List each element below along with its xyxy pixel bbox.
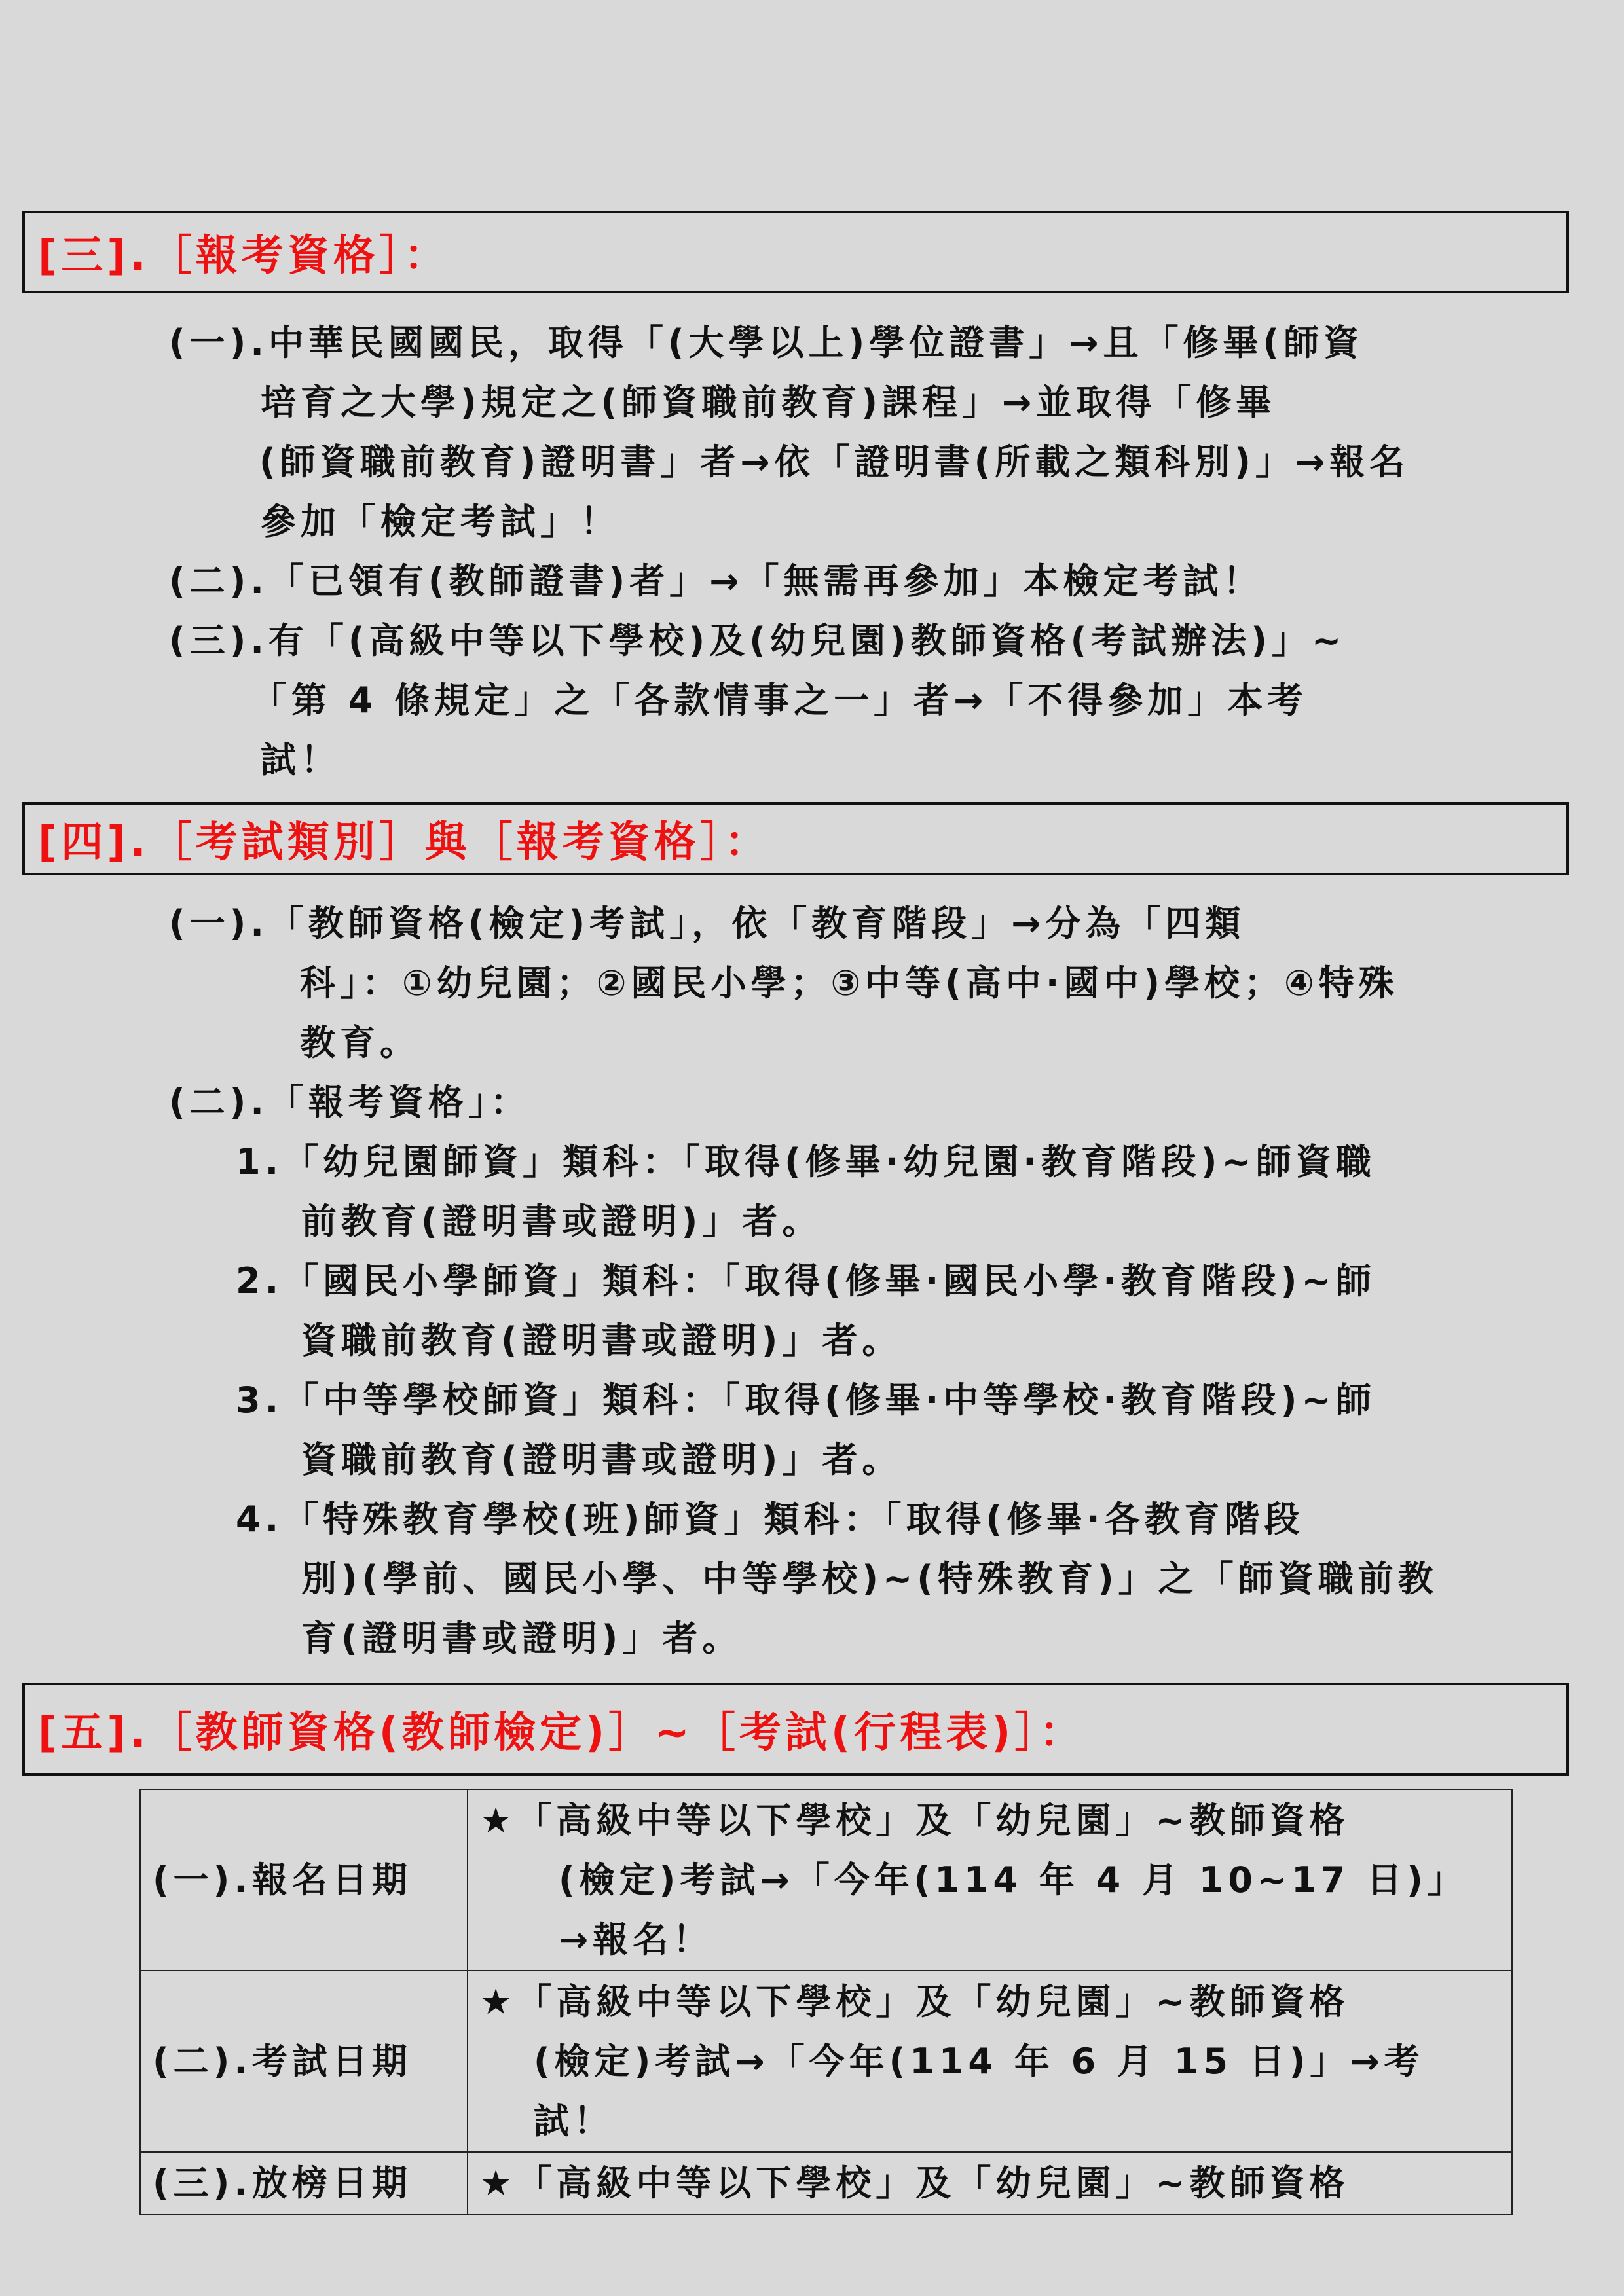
s4-subitem-4-line-2: 別)(學前、國民小學、中等學校)~(特殊教育)」之「師資職前教 [301,1558,1438,1599]
s4-item-2-title [169,1072,530,1132]
s3-item-3 [169,611,1346,790]
row-2-line-3: 試！ [534,2100,614,2141]
s3-item-1-line-1: (一).中華民國國民，取得「(大學以上)學位證書」→且「修畢(師資 [169,322,1364,363]
schedule-table [139,1789,1513,2215]
s4-subitem-2 [236,1251,1376,1370]
table-row [140,1789,1512,1971]
section-5-title: [五].［教師資格(教師檢定)］~［考試(行程表)］： [38,1709,1086,1757]
s4-subitem-4-line-1: 4.「特殊教育學校(班)師資」類科：「取得(修畢·各教育階段 [236,1499,1304,1540]
row-1-line-1: ★「高級中等以下學校」及「幼兒園」~教師資格 [480,1800,1350,1841]
s3-item-3-line-1: (三).有「(高級中等以下學校)及(幼兒園)教師資格(考試辦法)」~ [169,620,1346,661]
s4-subitem-1-line-2: 前教育(證明書或證明)」者。 [301,1201,822,1242]
row-content [468,1789,1512,1971]
s4-subitem-4 [236,1489,1438,1668]
s3-item-3-line-2: 「第 4 條規定」之「各款情事之一」者→「不得參加」本考 [251,680,1308,721]
section-3-title: [三].［報考資格］： [38,232,450,280]
s3-item-3-line-3: 試！ [261,739,341,780]
section-5-header [22,1683,1569,1776]
table-row [140,2152,1512,2214]
s4-subitem-2-line-1: 2.「國民小學師資」類科：「取得(修畢·國民小學·教育階段)~師 [236,1260,1376,1302]
row-1-line-3: →報名！ [559,1919,713,1960]
table-row [140,1971,1512,2152]
s4-subitem-3-line-1: 3.「中等學校師資」類科：「取得(修畢·中等學校·教育階段)~師 [236,1379,1376,1421]
section-4-title: [四].［考試類別］與［報考資格］： [38,818,771,867]
row-label: (二).考試日期 [140,1971,468,2152]
s3-item-1-line-3: (師資職前教育)證明書」者→依「證明書(所載之類科別)」→報名 [259,441,1410,483]
s4-item-1-line-3: 教育。 [300,1022,420,1063]
section-3-header [22,211,1569,293]
row-1-line-2: (檢定)考試→「今年(114 年 4 月 10~17 日)」 [559,1859,1467,1901]
section-4-header [22,802,1569,875]
s4-item-1 [169,894,1399,1072]
s4-subitem-4-line-3: 育(證明書或證明)」者。 [301,1618,743,1659]
row-label: (一).報名日期 [140,1789,468,1971]
row-content [468,2152,1512,2214]
row-2-line-1: ★「高級中等以下學校」及「幼兒園」~教師資格 [480,1981,1350,2022]
s4-item-1-line-1: (一).「教師資格(檢定)考試」，依「教育階段」→分為「四類 [169,903,1246,944]
s3-item-1-line-2: 培育之大學)規定之(師資職前教育)課程」→並取得「修畢 [261,382,1276,423]
s4-subitem-2-line-2: 資職前教育(證明書或證明)」者。 [301,1320,902,1361]
s3-item-1-line-4: 參加「檢定考試」！ [261,501,620,542]
s4-subitem-3-line-2: 資職前教育(證明書或證明)」者。 [301,1439,902,1480]
s3-item-1 [169,313,1409,551]
s4-subitem-3 [236,1370,1376,1489]
s4-subitem-1 [236,1132,1376,1251]
s3-item-2-line-1: (二).「已領有(教師證書)者」→「無需再參加」本檢定考試！ [169,560,1263,602]
row-content [468,1971,1512,2152]
row-2-line-2: (檢定)考試→「今年(114 年 6 月 15 日)」→考 [534,2041,1424,2082]
s4-subitem-1-line-1: 1.「幼兒園師資」類科：「取得(修畢·幼兒園·教育階段)~師資職 [236,1141,1376,1182]
row-label: (三).放榜日期 [140,2152,468,2214]
s4-item-2-title-text: (二).「報考資格」： [169,1082,530,1123]
s4-item-1-line-2: 科」：①幼兒園；②國民小學；③中等(高中·國中)學校；④特殊 [300,962,1399,1004]
row-3-line-1: ★「高級中等以下學校」及「幼兒園」~教師資格 [480,2162,1350,2204]
s3-item-2 [169,551,1263,611]
